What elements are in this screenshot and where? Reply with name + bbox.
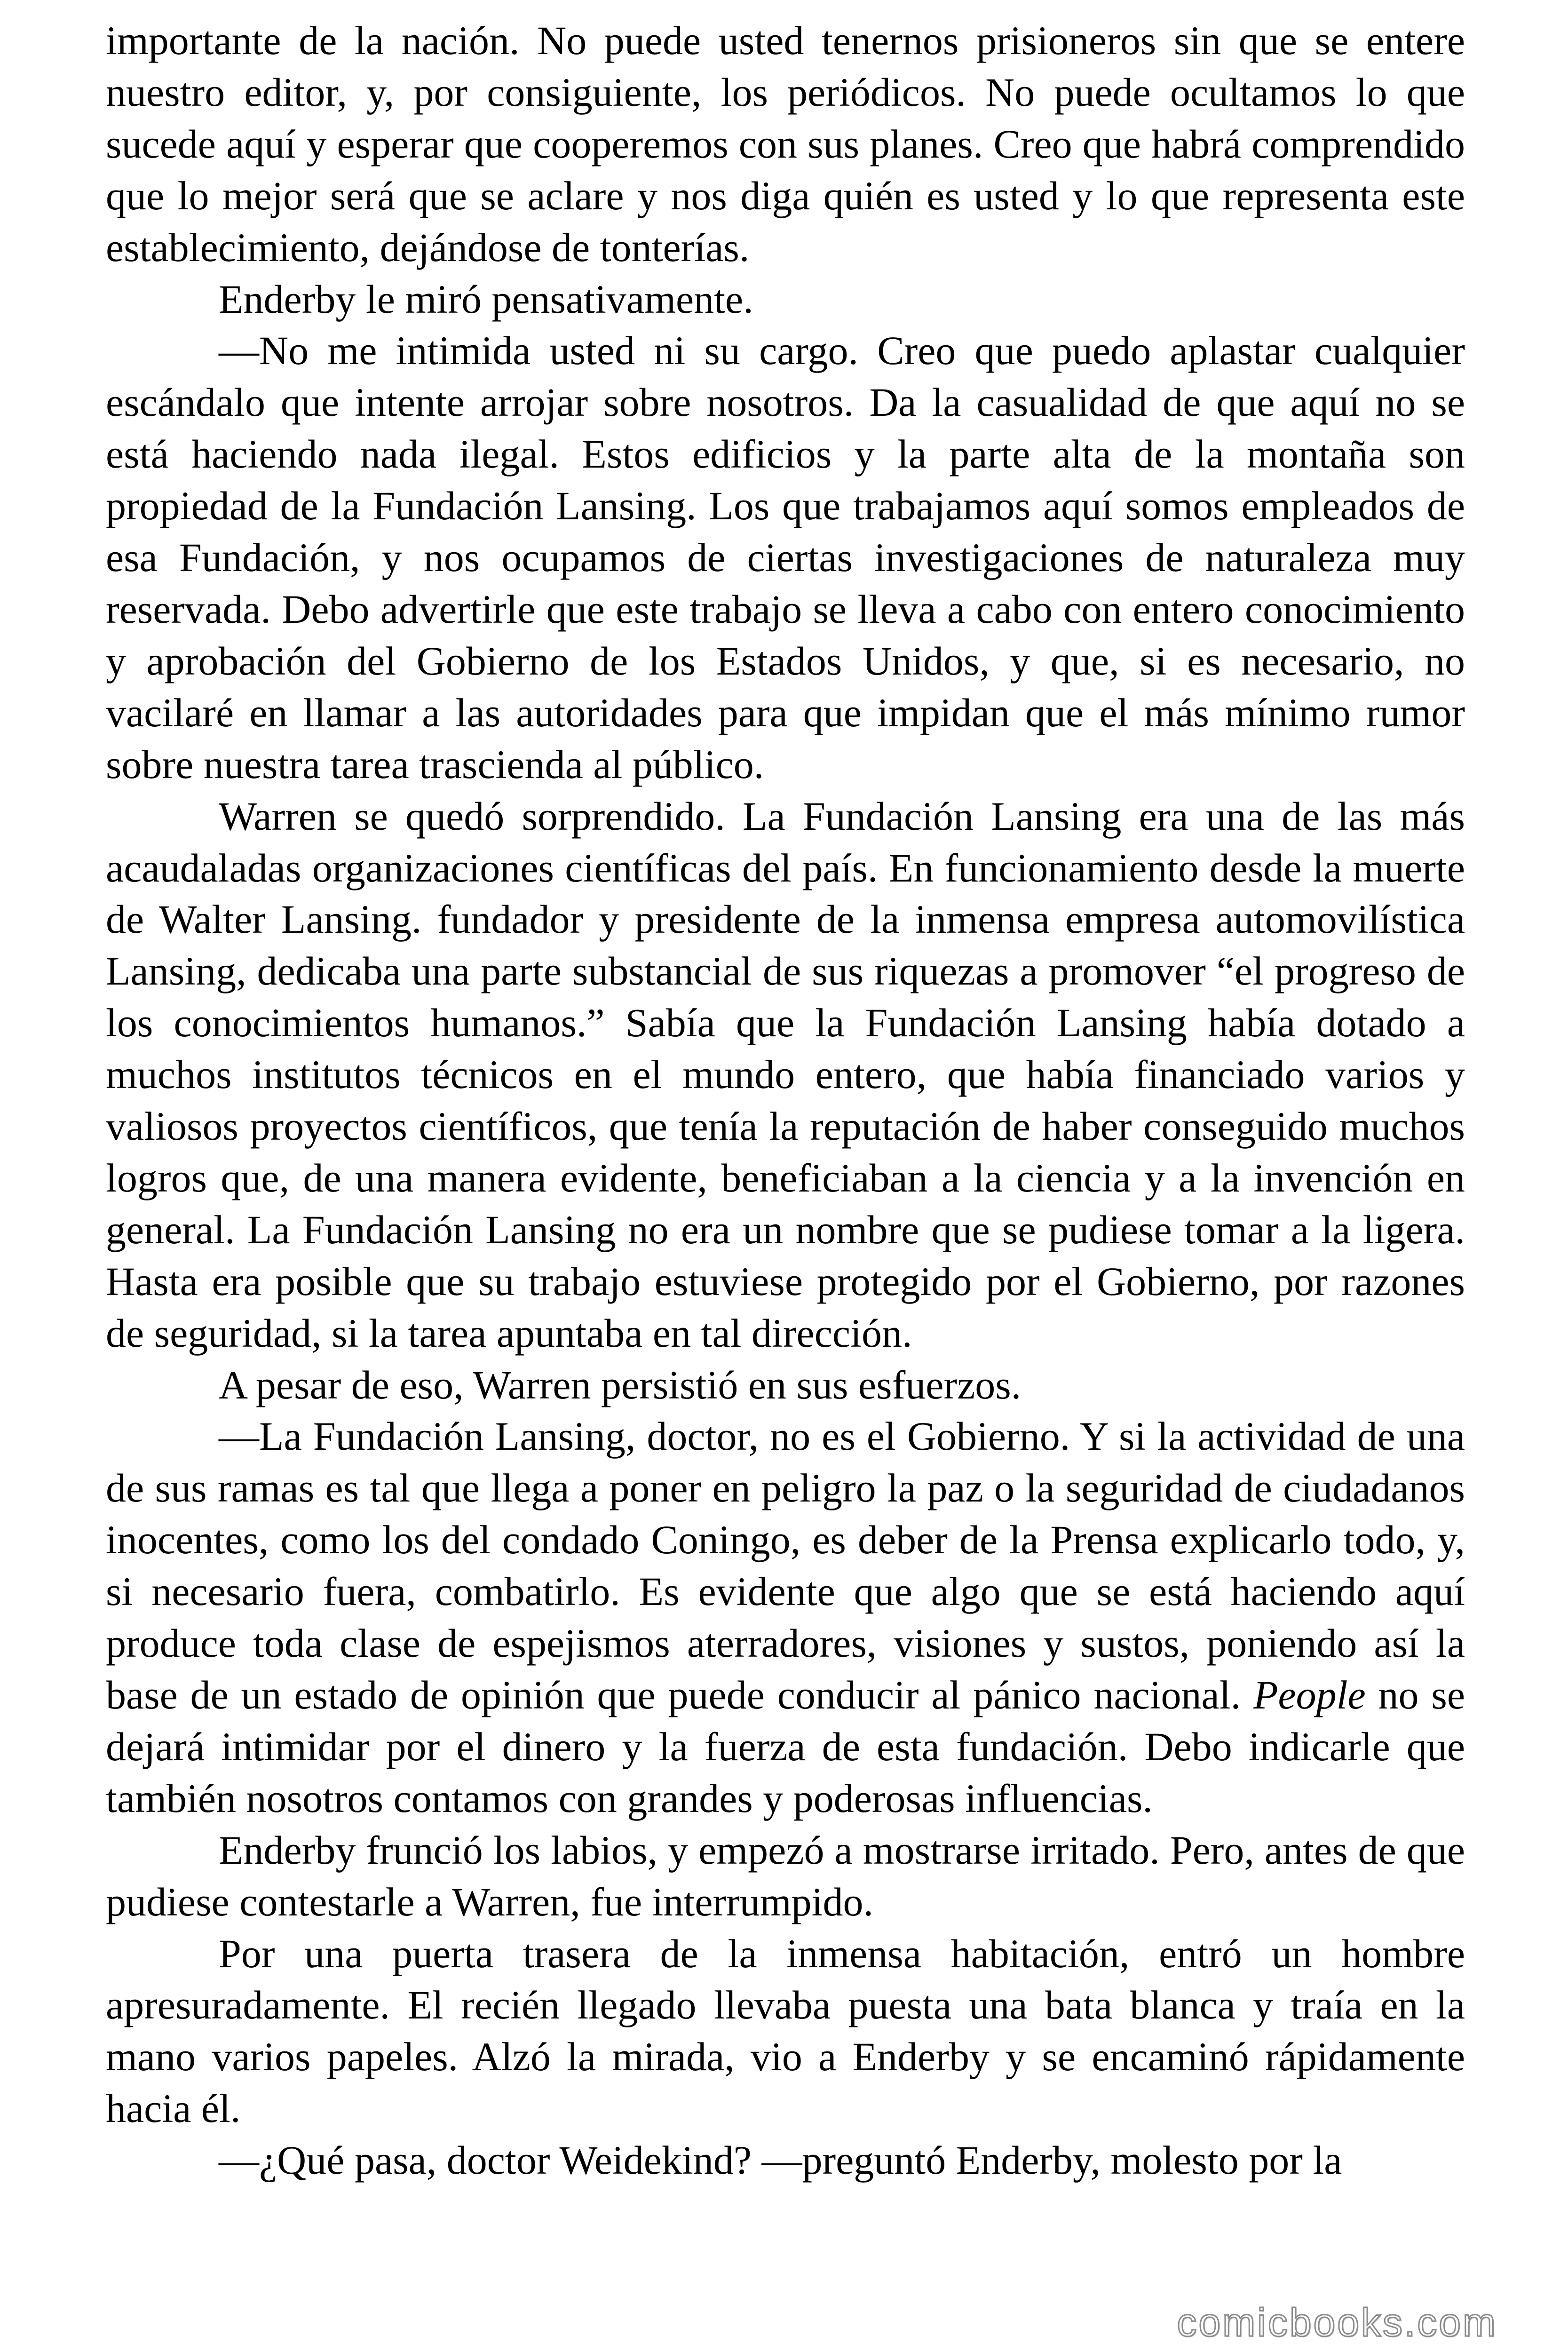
paragraph-1: importante de la nación. No puede usted tenernos prisioneros sin que se entere nuestro editor, y, por consiguiente, los periódicos. No puede ocultamos lo que sucede aquí y esperar que cooperemos con sus planes. Creo que habrá comprendido que lo mejor será que se aclare y nos diga quién es usted y lo que representa este establecimiento, dejándose de tonterías. [106,18,1465,270]
paragraph-5: A pesar de eso, Warren persistió en sus esfuerzos. [219,1362,1022,1407]
watermark: comicbooks.com [1177,2300,1497,2344]
paragraph-4: Warren se quedó sorprendido. La Fundación Lansing era una de las más acaudaladas organizaciones científicas del país. En funcionamiento desde la muerte de Walter Lansing. fundador y presidente de la inmensa empresa automovilística Lansing, dedicaba una parte substancial de sus riquezas a promover “el progreso de los conocimientos humanos.” Sabía que la Fundación Lansing había dotado a muchos institutos técnicos en el mundo entero, que había financiado varios y valiosos proyectos científicos, que tenía la reputación de haber conseguido muchos logros que, de una manera evidente, beneficiaban a la ciencia y a la invención en general. La Fundación Lansing no era un nombre que se pudiese tomar a la ligera. Hasta era posible que su trabajo estuviese protegido por el Gobierno, por razones de seguridad, si la tarea apuntaba en tal dirección. [106,793,1465,1356]
paragraph-9: —¿Qué pasa, doctor Weidekind? —preguntó Enderby, molesto por la [219,2137,1342,2183]
paragraph-6 [106,1411,1465,1824]
paragraph-2: Enderby le miró pensativamente. [219,276,753,322]
paragraph-7: Enderby frunció los labios, y empezó a mostrarse irritado. Pero, antes de que pudiese contestarle a Warren, fue interrumpido. [106,1827,1465,1924]
paragraph-6-text-end: no se dejará intimidar por el dinero y la fuerza de esta fundación. Debo indicarle que también nosotros contamos con grandes y poderosas influencias. [106,1672,1465,1821]
magazine-title-people: People [1253,1672,1366,1717]
paragraph-8: Por una puerta trasera de la inmensa habitación, entró un hombre apresuradamente. El recién llegado llevaba puesta una bata blanca y traía en la mano varios papeles. Alzó la mirada, vio a Enderby y se encaminó rápidamente hacia él. [106,1931,1465,2131]
body-text [106,15,1465,2186]
paragraph-3: —No me intimida usted ni su cargo. Creo que puedo aplastar cualquier escándalo que intente arrojar sobre nosotros. Da la casualidad de que aquí no se está haciendo nada ilegal. Estos edificios y la parte alta de la montaña son propiedad de la Fundación Lansing. Los que trabajamos aquí somos empleados de esa Fundación, y nos ocupamos de ciertas investigaciones de naturaleza muy reservada. Debo advertirle que este trabajo se lleva a cabo con entero conocimiento y aprobación del Gobierno de los Estados Unidos, y que, si es necesario, no vacilaré en llamar a las autoridades para que impidan que el más mínimo rumor sobre nuestra tarea trascienda al público. [106,328,1465,787]
paragraph-6-text-start: —La Fundación Lansing, doctor, no es el Gobierno. Y si la actividad de una de sus ramas es tal que llega a poner en peligro la paz o la seguridad de ciudadanos inocentes, como los del condado Coningo, es deber de la Prensa explicarlo todo, y, si necesario fuera, combatirlo. Es evidente que algo que se está haciendo aquí produce toda clase de espejismos aterradores, visiones y sustos, poniendo así la base de un estado de opinión que puede conducir al pánico nacional. [106,1414,1465,1717]
